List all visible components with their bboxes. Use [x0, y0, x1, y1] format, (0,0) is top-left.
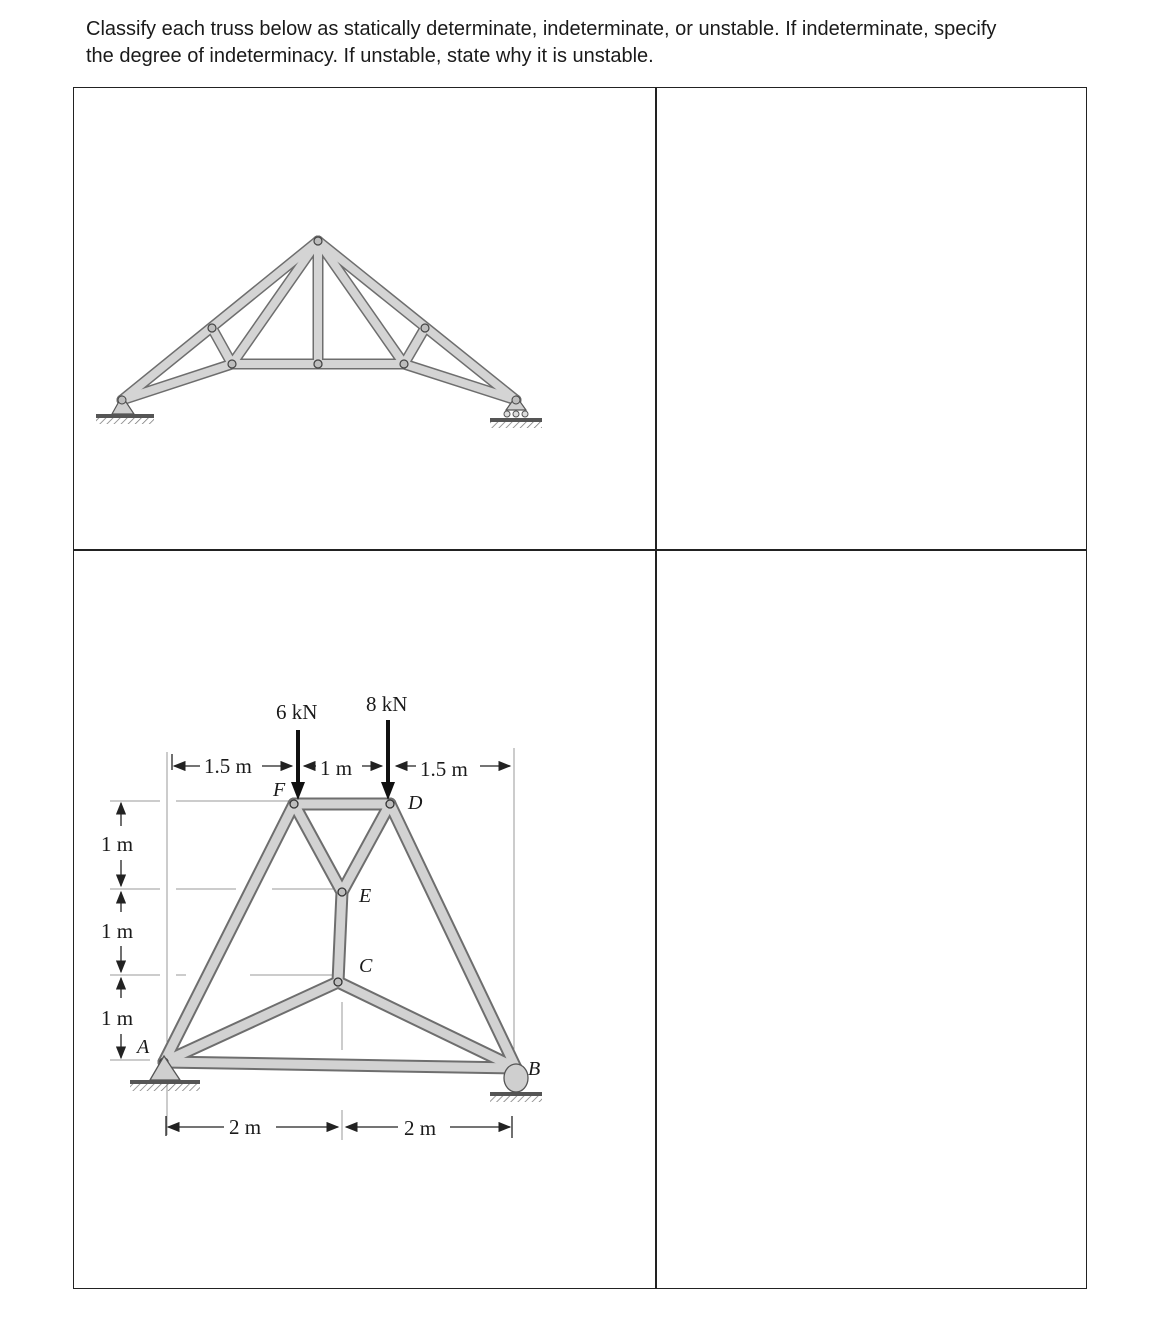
- joint-label-b: B: [528, 1058, 541, 1080]
- load-label-8kn: 8 kN: [366, 692, 408, 716]
- truss-1-diagram: [80, 220, 560, 450]
- truss-1-pin-support: [96, 396, 154, 424]
- table-divider-horizontal: [73, 549, 1087, 551]
- dim-left-2: 1 m: [101, 919, 134, 943]
- prompt-line-2: the degree of indeterminacy. If unstable, state why it is unstable.: [86, 45, 654, 67]
- joint-label-e: E: [359, 885, 372, 907]
- dim-top-1: 1.5 m: [204, 754, 252, 778]
- problem-statement: [86, 16, 1086, 70]
- truss-1-roller-support: [490, 396, 542, 428]
- joint-label-f: F: [273, 779, 286, 801]
- truss-2-diagram: [90, 680, 560, 1150]
- prompt-line-1: Classify each truss below as statically determinate, indeterminate, or unstable. If indeterminate, specify: [86, 18, 997, 40]
- dim-left-3: 1 m: [101, 1006, 134, 1030]
- dim-left-1: 1 m: [101, 832, 134, 856]
- joint-label-a: A: [137, 1036, 150, 1058]
- dim-bottom-1: 2 m: [229, 1115, 262, 1139]
- load-label-6kn: 6 kN: [276, 700, 318, 724]
- dim-top-2: 1 m: [320, 756, 353, 780]
- table-divider-vertical: [655, 87, 657, 1289]
- dim-bottom-2: 2 m: [404, 1116, 437, 1140]
- joint-label-c: C: [359, 955, 373, 977]
- dim-top-3: 1.5 m: [420, 757, 468, 781]
- bottom-dimension-lines: [166, 1116, 512, 1138]
- joint-label-d: D: [408, 792, 423, 814]
